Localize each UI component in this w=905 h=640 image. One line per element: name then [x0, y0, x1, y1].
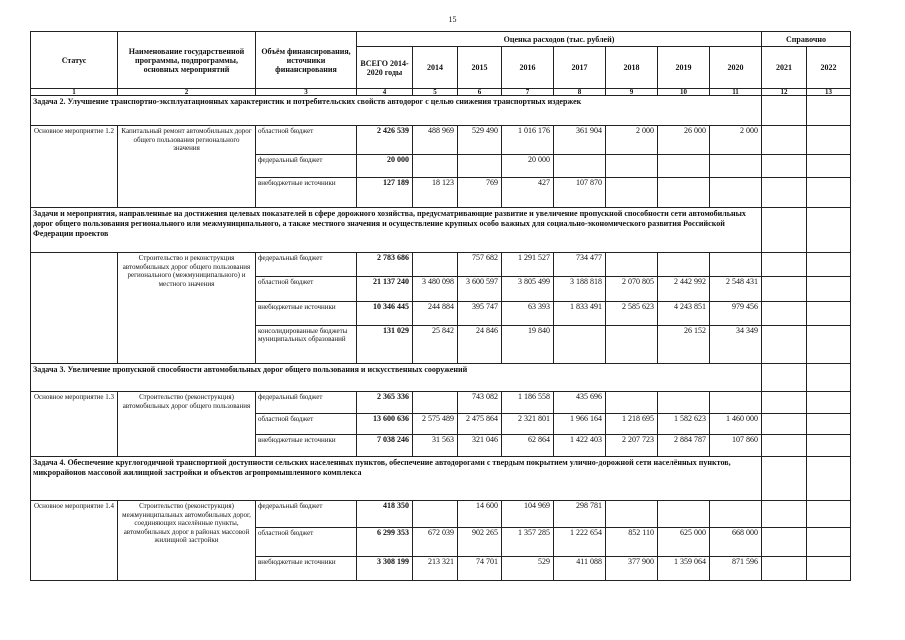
year-value: [762, 557, 807, 581]
event-name: Строительство (реконструкция) автомобильных дорог общего пользования: [118, 392, 256, 457]
year-value: 63 393: [502, 302, 554, 326]
empty-cell: [807, 208, 851, 253]
year-value: [413, 392, 458, 414]
year-value: [710, 392, 762, 414]
funding-source: внебюджетные источники: [256, 557, 357, 581]
year-value: 1 966 164: [554, 414, 606, 435]
col-number: 11: [710, 89, 762, 96]
year-value: 321 046: [458, 435, 502, 457]
year-value: [606, 501, 658, 528]
col-number: 13: [807, 89, 851, 96]
year-value: 1 460 000: [710, 414, 762, 435]
header-year: 2015: [458, 47, 502, 89]
year-value: 20 000: [502, 155, 554, 178]
year-value: 62 864: [502, 435, 554, 457]
year-value: [606, 392, 658, 414]
year-value: 3 805 499: [502, 277, 554, 302]
year-value: 2 884 787: [658, 435, 710, 457]
year-value: [658, 501, 710, 528]
header-funding: Объём финансирования, источники финансирования: [256, 32, 357, 89]
header-year: 2020: [710, 47, 762, 89]
year-value: [710, 178, 762, 208]
year-value: 1 291 527: [502, 253, 554, 277]
year-value: 34 349: [710, 326, 762, 364]
empty-cell: [807, 457, 851, 501]
col-number: 9: [606, 89, 658, 96]
funding-row: [31, 126, 851, 155]
year-value: [762, 126, 807, 155]
year-value: 734 477: [554, 253, 606, 277]
year-value: [807, 528, 851, 557]
header-estimate: Оценка расходов (тыс. рублей): [357, 32, 762, 47]
task-heading: Задача 4. Обеспечение круглогодичной транспортной доступности сельских населенных пунктов, обеспечение автодорогами с твердым покрытием улично-дорожной сети населённых пунктов, микрорайонов массовой жилищной застройки и объектов агропромышленного комплекса: [31, 457, 762, 501]
year-value: [807, 302, 851, 326]
year-value: [762, 528, 807, 557]
year-value: [458, 155, 502, 178]
year-value: 1 016 176: [502, 126, 554, 155]
empty-cell: [762, 96, 807, 126]
empty-cell: [762, 208, 807, 253]
funding-source: федеральный бюджет: [256, 392, 357, 414]
year-value: 244 884: [413, 302, 458, 326]
event-status: [31, 253, 118, 364]
year-value: 672 039: [413, 528, 458, 557]
col-number: 1: [31, 89, 118, 96]
col-number: 5: [413, 89, 458, 96]
year-value: 2 548 431: [710, 277, 762, 302]
year-value: 757 682: [458, 253, 502, 277]
year-value: 107 860: [710, 435, 762, 457]
year-value: 4 243 851: [658, 302, 710, 326]
year-value: [762, 253, 807, 277]
year-value: [710, 155, 762, 178]
year-value: [606, 178, 658, 208]
year-value: 411 088: [554, 557, 606, 581]
expenditure-table: [30, 31, 851, 581]
header-year: 2021: [762, 47, 807, 89]
header-reference: Справочно: [762, 32, 851, 47]
header-status: Статус: [31, 32, 118, 89]
year-value: 1 422 403: [554, 435, 606, 457]
empty-cell: [807, 96, 851, 126]
year-value: [807, 155, 851, 178]
year-value: 3 600 597: [458, 277, 502, 302]
year-value: 74 701: [458, 557, 502, 581]
year-value: [658, 253, 710, 277]
funding-source: федеральный бюджет: [256, 155, 357, 178]
year-value: [413, 501, 458, 528]
year-value: 298 781: [554, 501, 606, 528]
total-value: 418 350: [357, 501, 413, 528]
year-value: 1 833 491: [554, 302, 606, 326]
year-value: [658, 392, 710, 414]
event-status: Основное мероприятие 1.4: [31, 501, 118, 581]
col-number: 8: [554, 89, 606, 96]
year-value: 979 456: [710, 302, 762, 326]
col-number: 6: [458, 89, 502, 96]
year-value: 668 000: [710, 528, 762, 557]
year-value: [807, 501, 851, 528]
year-value: [762, 302, 807, 326]
year-value: [807, 326, 851, 364]
year-value: [807, 253, 851, 277]
empty-cell: [762, 364, 807, 392]
task-row: [31, 208, 851, 253]
task-row: [31, 457, 851, 501]
year-value: [807, 178, 851, 208]
task-heading: Задачи и мероприятия, направленные на достижения целевых показателей в сфере дорожного хозяйства, предусматривающие развитие и увеличение пропускной способности сети автомобильных дорог общего пользования регионального или межмуниципального, а также местного значения и осуществление крупных особо важных для социально-экономического развития Российской Федерации проектов: [31, 208, 762, 253]
task-row: [31, 364, 851, 392]
total-value: 2 426 539: [357, 126, 413, 155]
total-value: 20 000: [357, 155, 413, 178]
funding-source: областной бюджет: [256, 528, 357, 557]
funding-source: областной бюджет: [256, 277, 357, 302]
year-value: [762, 414, 807, 435]
year-value: 14 600: [458, 501, 502, 528]
header-year: 2019: [658, 47, 710, 89]
year-value: [762, 392, 807, 414]
year-value: 2 585 623: [606, 302, 658, 326]
event-status: Основное мероприятие 1.2: [31, 126, 118, 208]
year-value: 871 596: [710, 557, 762, 581]
year-value: 852 110: [606, 528, 658, 557]
year-value: 377 900: [606, 557, 658, 581]
col-number: 4: [357, 89, 413, 96]
header-year: 2017: [554, 47, 606, 89]
funding-row: [31, 253, 851, 277]
year-value: 107 870: [554, 178, 606, 208]
total-value: 7 038 246: [357, 435, 413, 457]
year-value: [762, 277, 807, 302]
col-number: 7: [502, 89, 554, 96]
year-value: 2 475 864: [458, 414, 502, 435]
funding-row: [31, 501, 851, 528]
year-value: 361 904: [554, 126, 606, 155]
event-status: Основное мероприятие 1.3: [31, 392, 118, 457]
year-value: [807, 277, 851, 302]
total-value: 131 029: [357, 326, 413, 364]
total-value: 2 783 686: [357, 253, 413, 277]
year-value: [554, 326, 606, 364]
year-value: 2 321 801: [502, 414, 554, 435]
funding-source: областной бюджет: [256, 126, 357, 155]
year-value: 1 357 285: [502, 528, 554, 557]
funding-source: областной бюджет: [256, 414, 357, 435]
event-name: Капитальный ремонт автомобильных дорог общего пользования регионального значения: [118, 126, 256, 208]
year-value: 1 222 654: [554, 528, 606, 557]
funding-source: федеральный бюджет: [256, 253, 357, 277]
year-value: 488 969: [413, 126, 458, 155]
year-value: [762, 435, 807, 457]
event-name: Строительство (реконструкция) межмуниципальных автомобильных дорог, соединяющих населённые пункты, автомобильных дорог в районах массовой жилищной застройки: [118, 501, 256, 581]
year-value: 26 000: [658, 126, 710, 155]
header-total: ВСЕГО 2014-2020 годы: [357, 47, 413, 89]
year-value: 2 000: [606, 126, 658, 155]
header-year: 2022: [807, 47, 851, 89]
year-value: 435 696: [554, 392, 606, 414]
col-number: 2: [118, 89, 256, 96]
col-number: 10: [658, 89, 710, 96]
header-year: 2016: [502, 47, 554, 89]
year-value: 743 082: [458, 392, 502, 414]
col-number: 3: [256, 89, 357, 96]
year-value: 2 442 992: [658, 277, 710, 302]
year-value: [710, 501, 762, 528]
year-value: [807, 392, 851, 414]
year-value: [807, 414, 851, 435]
year-value: 1 218 695: [606, 414, 658, 435]
header-year: 2018: [606, 47, 658, 89]
year-value: 18 123: [413, 178, 458, 208]
year-value: 2 207 723: [606, 435, 658, 457]
total-value: 13 600 636: [357, 414, 413, 435]
total-value: 3 308 199: [357, 557, 413, 581]
year-value: 625 000: [658, 528, 710, 557]
header-name: Наименование государственной программы, подпрограммы, основных мероприятий: [118, 32, 256, 89]
total-value: 6 299 353: [357, 528, 413, 557]
year-value: 902 265: [458, 528, 502, 557]
year-value: [658, 155, 710, 178]
year-value: [554, 155, 606, 178]
total-value: 2 365 336: [357, 392, 413, 414]
year-value: [710, 253, 762, 277]
year-value: 529 490: [458, 126, 502, 155]
year-value: 3 480 098: [413, 277, 458, 302]
year-value: [762, 501, 807, 528]
page-number: 15: [448, 15, 457, 24]
total-value: 127 189: [357, 178, 413, 208]
empty-cell: [807, 364, 851, 392]
funding-row: [31, 392, 851, 414]
year-value: [807, 557, 851, 581]
year-value: [807, 126, 851, 155]
funding-source: внебюджетные источники: [256, 435, 357, 457]
year-value: 1 359 064: [658, 557, 710, 581]
year-value: 769: [458, 178, 502, 208]
year-value: 2 575 489: [413, 414, 458, 435]
funding-source: консолидированные бюджеты муниципальных образований: [256, 326, 357, 364]
year-value: [762, 326, 807, 364]
year-value: [606, 155, 658, 178]
year-value: 25 842: [413, 326, 458, 364]
funding-source: внебюджетные источники: [256, 178, 357, 208]
header-year: 2014: [413, 47, 458, 89]
funding-source: федеральный бюджет: [256, 501, 357, 528]
task-row: [31, 96, 851, 126]
year-value: [762, 178, 807, 208]
year-value: 31 563: [413, 435, 458, 457]
year-value: 427: [502, 178, 554, 208]
year-value: [658, 178, 710, 208]
year-value: 1 186 558: [502, 392, 554, 414]
event-name: Строительство и реконструкция автомобильных дорог общего пользования регионального (межмуниципального) и местного значения: [118, 253, 256, 364]
task-heading: Задача 3. Увеличение пропускной способности автомобильных дорог общего пользования и искусственных сооружений: [31, 364, 762, 392]
year-value: 104 969: [502, 501, 554, 528]
total-value: 21 137 240: [357, 277, 413, 302]
year-value: 26 152: [658, 326, 710, 364]
year-value: 24 846: [458, 326, 502, 364]
year-value: [606, 253, 658, 277]
col-number: 12: [762, 89, 807, 96]
year-value: 3 188 818: [554, 277, 606, 302]
year-value: [413, 155, 458, 178]
funding-source: внебюджетные источники: [256, 302, 357, 326]
year-value: [807, 435, 851, 457]
total-value: 10 346 445: [357, 302, 413, 326]
year-value: [606, 326, 658, 364]
year-value: 2 070 805: [606, 277, 658, 302]
empty-cell: [762, 457, 807, 501]
year-value: 2 000: [710, 126, 762, 155]
year-value: [762, 155, 807, 178]
column-number-row: [31, 89, 851, 96]
year-value: 1 582 623: [658, 414, 710, 435]
year-value: 19 840: [502, 326, 554, 364]
year-value: [413, 253, 458, 277]
year-value: 213 321: [413, 557, 458, 581]
year-value: 529: [502, 557, 554, 581]
task-heading: Задача 2. Улучшение транспортно-эксплуатационных характеристик и потребительских свойств автодорог с целью снижения транспортных издержек: [31, 96, 762, 126]
year-value: 395 747: [458, 302, 502, 326]
header-row-1: [31, 32, 851, 47]
